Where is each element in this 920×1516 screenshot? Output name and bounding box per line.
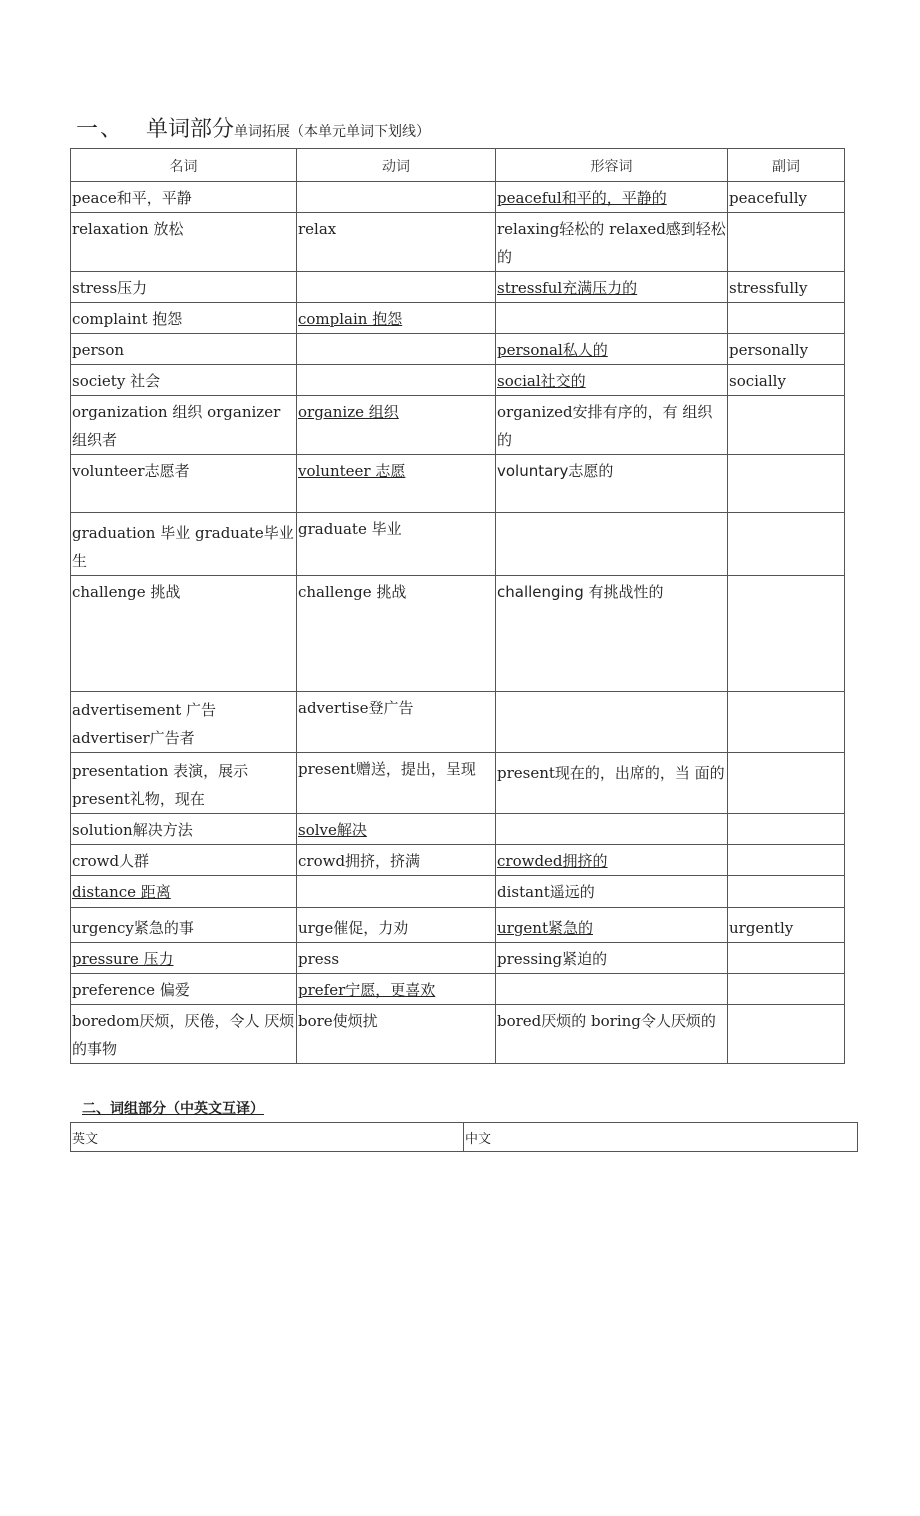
adverb-cell (728, 213, 845, 272)
section-1-heading (76, 112, 430, 143)
adverb-cell (728, 814, 845, 845)
adjective-cell: urgent紧急的 (496, 908, 728, 943)
adverb-cell (728, 943, 845, 974)
verb-cell: present赠送，提出，呈现 (297, 753, 496, 814)
adjective-cell (496, 513, 728, 576)
adjective-cell: peaceful和平的，平静的 (496, 182, 728, 213)
adjective-cell (496, 303, 728, 334)
table-row (71, 272, 845, 303)
noun-cell: distance 距离 (71, 876, 297, 908)
phrase-header-row (71, 1123, 858, 1152)
table-row (71, 1005, 845, 1064)
noun-cell: solution解决方法 (71, 814, 297, 845)
table-header-row (71, 149, 845, 182)
adverb-cell (728, 692, 845, 753)
verb-cell: crowd拥挤，挤满 (297, 845, 496, 876)
adjective-cell: voluntary志愿的 (496, 455, 728, 513)
adverb-cell (728, 303, 845, 334)
adverb-cell: peacefully (728, 182, 845, 213)
adverb-cell (728, 876, 845, 908)
noun-cell: urgency紧急的事 (71, 908, 297, 943)
table-row (71, 943, 845, 974)
adjective-cell: personal私人的 (496, 334, 728, 365)
verb-cell: relax (297, 213, 496, 272)
verb-cell (297, 182, 496, 213)
noun-cell: society 社会 (71, 365, 297, 396)
adjective-cell: challenging 有挑战性的 (496, 576, 728, 692)
verb-cell: bore使烦扰 (297, 1005, 496, 1064)
header-adverb: 副词 (728, 149, 845, 182)
adjective-cell (496, 814, 728, 845)
table-row (71, 576, 845, 692)
table-row (71, 365, 845, 396)
table-row (71, 303, 845, 334)
noun-cell: complaint 抱怨 (71, 303, 297, 334)
adjective-cell: present现在的，出席的，当 面的 (496, 753, 728, 814)
noun-cell: stress压力 (71, 272, 297, 303)
verb-cell: solve解决 (297, 814, 496, 845)
verb-cell (297, 365, 496, 396)
noun-cell: advertisement 广告 advertiser广告者 (71, 692, 297, 753)
noun-cell: organization 组织 organizer组织者 (71, 396, 297, 455)
section-1-number: 一、 (76, 117, 125, 142)
noun-cell: pressure 压力 (71, 943, 297, 974)
adjective-cell: social社交的 (496, 365, 728, 396)
verb-cell: complain 抱怨 (297, 303, 496, 334)
verb-cell (297, 272, 496, 303)
noun-cell: volunteer志愿者 (71, 455, 297, 513)
adjective-cell (496, 692, 728, 753)
table-row (71, 213, 845, 272)
adverb-cell (728, 396, 845, 455)
table-row (71, 845, 845, 876)
section-1-subtitle: 单词拓展（本单元单词下划线） (234, 124, 431, 140)
adjective-cell: bored厌烦的 boring令人厌烦的 (496, 1005, 728, 1064)
adverb-cell (728, 576, 845, 692)
adverb-cell: socially (728, 365, 845, 396)
noun-cell: graduation 毕业 graduate毕业生 (71, 513, 297, 576)
adjective-cell: relaxing轻松的 relaxed感到轻松的 (496, 213, 728, 272)
table-row (71, 513, 845, 576)
noun-cell: challenge 挑战 (71, 576, 297, 692)
table-row (71, 455, 845, 513)
table-row (71, 908, 845, 943)
adverb-cell (728, 753, 845, 814)
noun-cell: person (71, 334, 297, 365)
verb-cell (297, 334, 496, 365)
verb-cell (297, 876, 496, 908)
verb-cell: organize 组织 (297, 396, 496, 455)
adverb-cell (728, 845, 845, 876)
adverb-cell: urgently (728, 908, 845, 943)
table-row (71, 974, 845, 1005)
verb-cell: press (297, 943, 496, 974)
table-row (71, 692, 845, 753)
section-1-title: 单词部分 (146, 117, 235, 142)
adverb-cell (728, 1005, 845, 1064)
verb-cell: advertise登广告 (297, 692, 496, 753)
noun-cell: presentation 表演，展示 present礼物，现在 (71, 753, 297, 814)
header-chinese: 中文 (464, 1123, 858, 1152)
table-row (71, 396, 845, 455)
noun-cell: boredom厌烦，厌倦，令人 厌烦的事物 (71, 1005, 297, 1064)
table-row (71, 182, 845, 213)
adverb-cell: personally (728, 334, 845, 365)
adjective-cell: organized安排有序的，有 组织的 (496, 396, 728, 455)
table-row (71, 334, 845, 365)
adjective-cell: distant遥远的 (496, 876, 728, 908)
table-row (71, 876, 845, 908)
section-2-heading: 二、词组部分（中英文互译） (82, 1101, 264, 1117)
table-row (71, 814, 845, 845)
word-expansion-table (70, 148, 845, 1064)
noun-cell: relaxation 放松 (71, 213, 297, 272)
header-adjective: 形容词 (496, 149, 728, 182)
verb-cell: graduate 毕业 (297, 513, 496, 576)
verb-cell: volunteer 志愿 (297, 455, 496, 513)
noun-cell: crowd人群 (71, 845, 297, 876)
adjective-cell: crowded拥挤的 (496, 845, 728, 876)
adjective-cell (496, 974, 728, 1005)
table-row (71, 753, 845, 814)
adverb-cell (728, 974, 845, 1005)
adverb-cell (728, 455, 845, 513)
verb-cell: challenge 挑战 (297, 576, 496, 692)
header-verb: 动词 (297, 149, 496, 182)
noun-cell: peace和平，平静 (71, 182, 297, 213)
header-noun: 名词 (71, 149, 297, 182)
verb-cell: urge催促，力劝 (297, 908, 496, 943)
verb-cell: prefer宁愿，更喜欢 (297, 974, 496, 1005)
adverb-cell: stressfully (728, 272, 845, 303)
phrase-table (70, 1122, 858, 1152)
adjective-cell: stressful充满压力的 (496, 272, 728, 303)
adverb-cell (728, 513, 845, 576)
adjective-cell: pressing紧迫的 (496, 943, 728, 974)
noun-cell: preference 偏爱 (71, 974, 297, 1005)
header-english: 英文 (71, 1123, 464, 1152)
